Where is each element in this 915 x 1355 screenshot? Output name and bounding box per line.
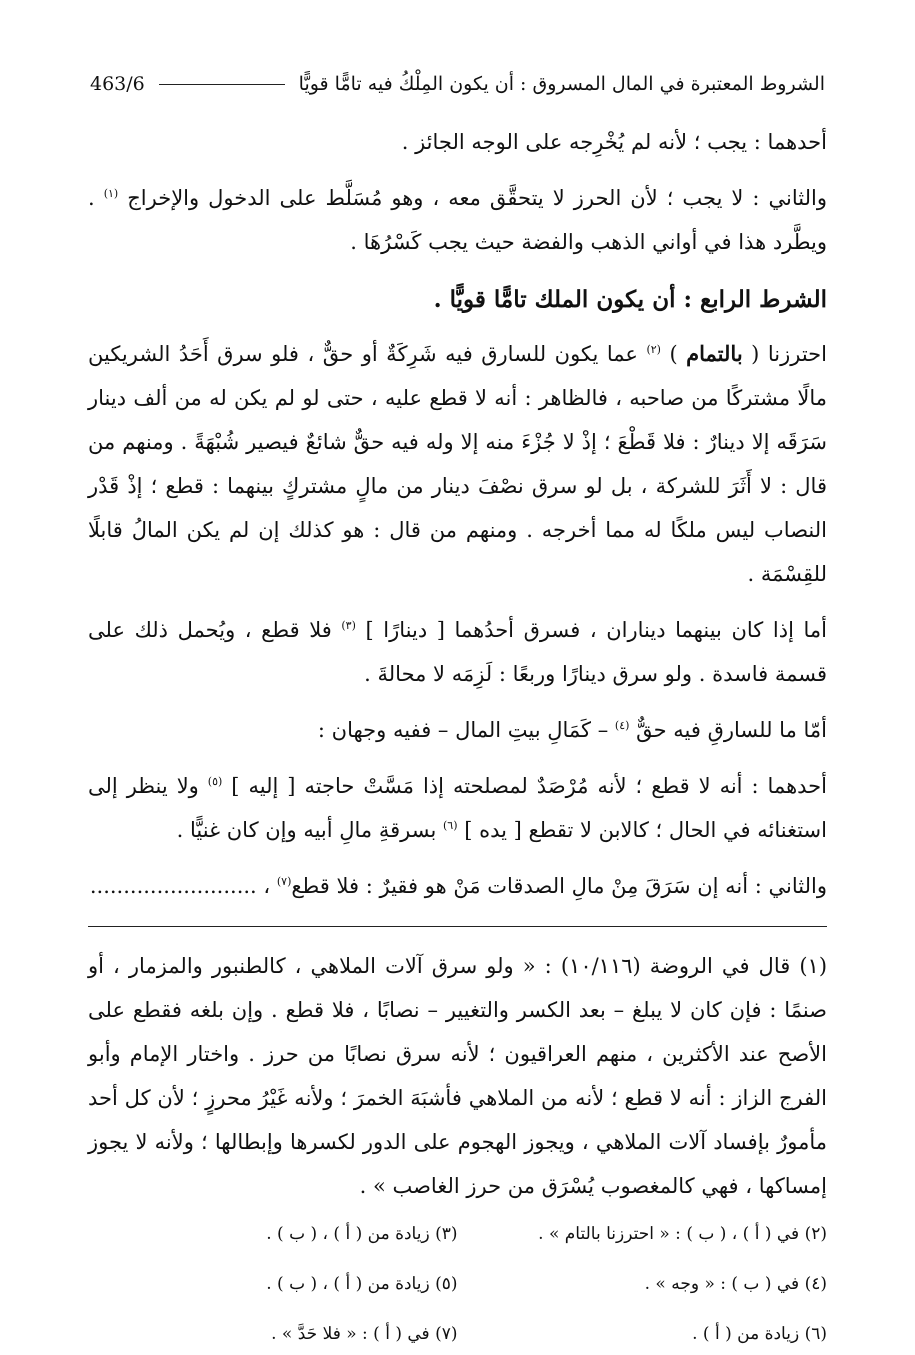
paragraph-2-end: . ويطَّرد هذا في أواني الذهب والفضة حيث يجب كَسْرُهَا .	[88, 186, 827, 254]
footnote-divider	[88, 926, 827, 927]
paragraph-4	[88, 608, 827, 696]
paragraph-7	[88, 864, 827, 908]
paragraph-2	[88, 176, 827, 264]
paragraph-3	[88, 332, 827, 596]
paragraph-7-start: والثاني : أنه إن سَرَقَ مِنْ مالِ الصدقات مَنْ هو فقيرٌ : فلا قطع	[291, 874, 827, 898]
header-title: الشروط المعتبرة في المال المسروق : أن يكون المِلْكُ فيه تامًّا قويًّا	[298, 73, 825, 95]
paragraph-6-mid: ولا ينظر إلى استغنائه في الحال ؛ كالابن لا تقطع [ يده ]	[88, 774, 827, 842]
footnote-2: (٢) في ( أ ) ، ( ب ) : « احترزنا بالتام » .	[538, 1224, 827, 1244]
running-header	[90, 64, 825, 104]
paragraph-3-start: احترزنا (	[742, 342, 827, 366]
section-heading: الشرط الرابع : أن يكون الملك تامًّا قويًّا .	[433, 286, 827, 313]
header-rule	[159, 84, 285, 85]
footnote-ref-3[interactable]: (٣)	[341, 619, 356, 632]
paragraph-4-start: أما إذا كان بينهما ديناران ، فسرق أحدُهما [ دينارًا ]	[365, 618, 827, 642]
footnote-4: (٤) في ( ب ) : « وجه » .	[644, 1274, 827, 1294]
footnote-5: (٥) زيادة من ( أ ) ، ( ب ) .	[266, 1274, 458, 1294]
footnote-ref-2[interactable]: (٢)	[646, 343, 661, 356]
footnote-1: (١) قال في الروضة (١٠/١١٦) : « ولو سرق آلات الملاهي ، كالطنبور والمزمار ، أو صنمًا : فإن كان لا يبلغ – بعد الكسر والتغيير – نصابًا ، فلا قطع . وإن بلغه فقطع على الأصح عند الأكثرين ، منهم العراقيون ؛ لأنه سرق نصابًا من حرز . واختار الإمام وأبو الفرج الزاز : أنه لا قطع ؛ لأنه من الملاهي فأشبَهَ الخمرَ ؛ ولأنه غَيْرُ محرزٍ ؛ لأن كل أحد مأمورٌ بإفساد آلات الملاهي ، ويجوز الهجوم على الدور لكسرها وإبطالها ؛ ولأنه لا يجوز إمساكها ، فهي كالمغصوب يُسْرَق من حرز الغاصب » .	[88, 954, 828, 1198]
paragraph-5-start: أمّا ما للسارقِ فيه حقٌّ	[636, 718, 827, 742]
paragraph-1-text: أحدهما : يجب ؛ لأنه لم يُخْرِجه على الوجه الجائز .	[401, 130, 827, 154]
paragraph-6-end: بسرقةِ مالِ أبيه وإن كان غنيًّا .	[176, 818, 443, 842]
footnotes	[88, 944, 827, 1350]
footnote-ref-6[interactable]: (٦)	[443, 819, 458, 832]
footnote-7: (٧) في ( أ ) : « فلا حَدَّ » .	[271, 1324, 458, 1344]
paragraph-1	[88, 120, 827, 164]
footnote-ref-4[interactable]: (٤)	[614, 719, 630, 732]
paragraph-6	[88, 764, 827, 852]
footnote-ref-7[interactable]: (٧)	[276, 875, 292, 888]
paragraph-3-bold: بالتمام	[686, 341, 743, 366]
footnote-ref-1[interactable]: (١)	[103, 187, 119, 200]
main-text	[88, 120, 827, 908]
paragraph-7-end: ، .........................	[89, 874, 277, 898]
footnote-ref-5[interactable]: (٥)	[207, 775, 223, 788]
paragraph-3-rest: عما يكون للسارق فيه شَرِكَةٌ أو حقٌّ ، فلو سرق أَحَدُ الشريكين مالًا مشتركًا من صاحبه ، فالظاهر : أنه لا قطع عليه ، حتى لو لم يكن له من ألف دينار سَرَقَه إلا دينارٌ : فلا قَطْعَ ؛ إذْ لا جُزْءَ منه إلا وله فيه حقٌّ شائعٌ فيصير شُبْهَةً . ومنهم من قال : لا أَثَرَ للشركة ، بل لو سرق نصْفَ دينار من مالٍ مشتركٍ بينهما : قطع ؛ إذْ قَدْر النصاب ليس ملكًا له مما أخرجه . ومنهم من قال : هو كذلك إن لم يكن المالُ قابلًا للقِسْمَة .	[88, 342, 827, 586]
paragraph-2-text: والثاني : لا يجب ؛ لأن الحرز لا يتحقَّق معه ، وهو مُسَلَّط على الدخول والإخراج	[127, 186, 827, 210]
footnote-6: (٦) زيادة من ( أ ) .	[692, 1324, 827, 1344]
footnote-3: (٣) زيادة من ( أ ) ، ( ب ) .	[266, 1224, 458, 1244]
paragraph-4-rest: فلا قطع ، ويُحمل ذلك على قسمة فاسدة . ولو سرق دينارًا وربعًا : لَزِمَه لا محالةَ .	[88, 618, 827, 686]
paragraph-5-rest: – كَمَالِ بيتِ المال – ففيه وجهان :	[317, 718, 615, 742]
page-number: 463/6	[90, 73, 145, 95]
paragraph-3-mid: )	[669, 342, 687, 366]
paragraph-6-start: أحدهما : أنه لا قطع ؛ لأنه مُرْصَدٌ لمصلحته إذا مَسَّتْ حاجته [ إليه ]	[231, 774, 827, 798]
paragraph-5	[88, 708, 827, 752]
footnote-grid	[88, 1218, 827, 1350]
